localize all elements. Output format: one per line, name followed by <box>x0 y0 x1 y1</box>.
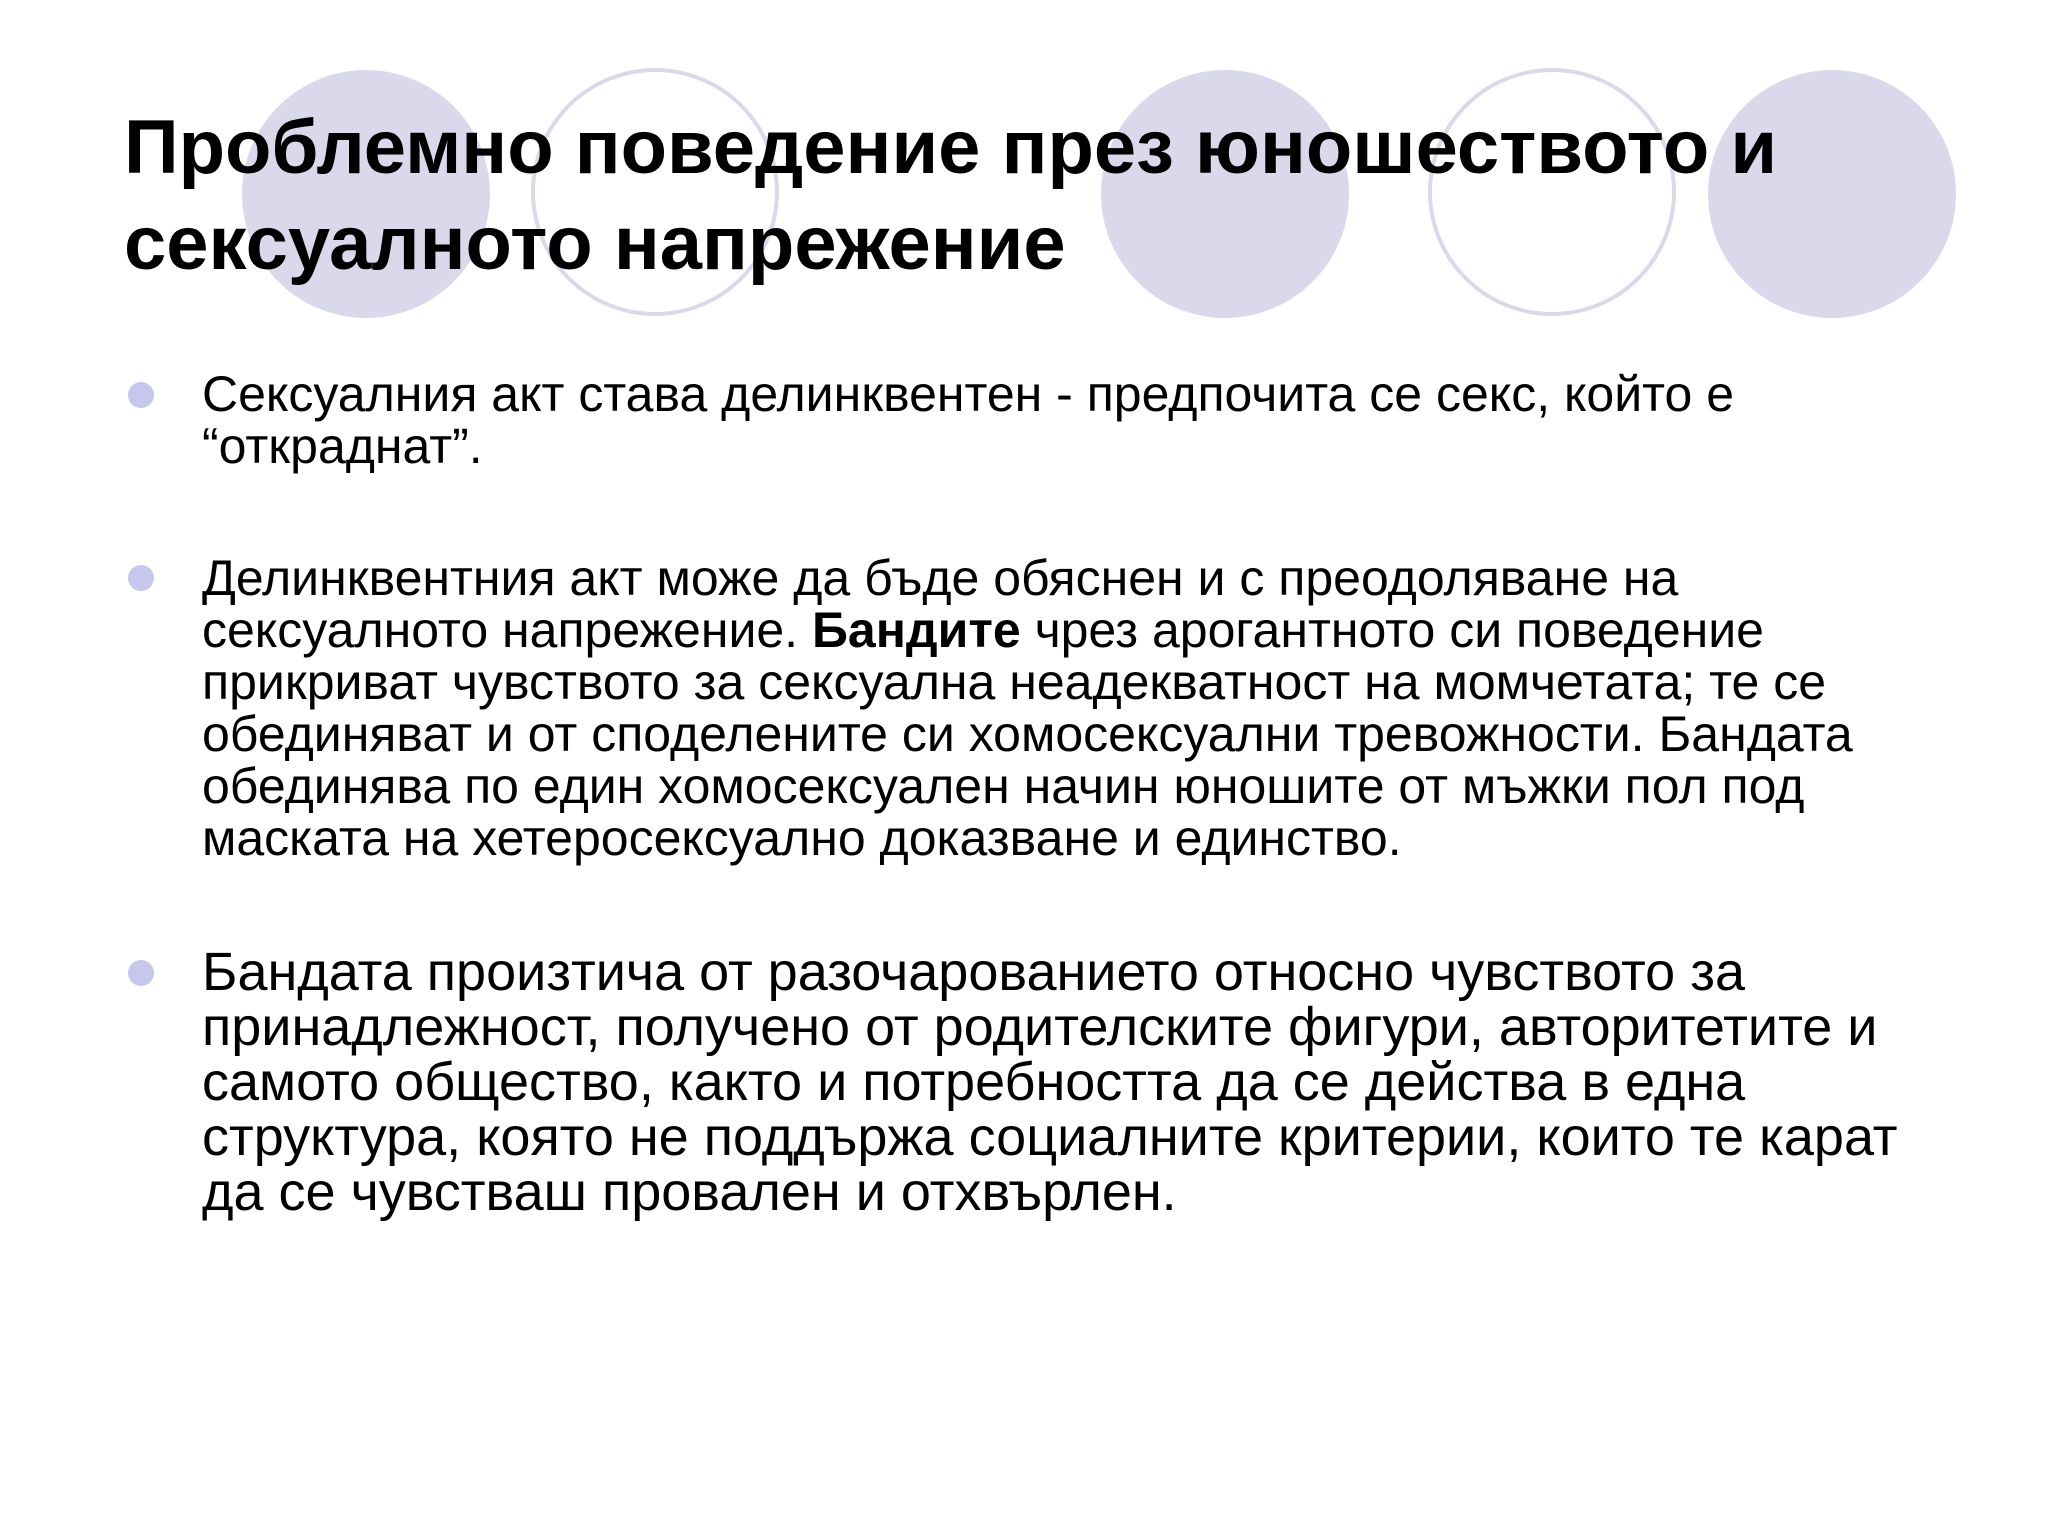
bullet-text-content: Делинквентния акт може да бъде обяснен и с преодоляване на сексуалното напрежение. <box>202 550 1679 658</box>
bullet-text-content: Бандата произтича от разочарованието относно чувството за принадлежност, получено от родителските фигури, авторитетите и самото общество, както и потребността да се действа в една структура, която не поддържа социалните критерии, които те карат да се чувстваш провален и отхвърлен. <box>202 942 1898 1222</box>
bullet-dot-icon <box>128 565 154 591</box>
bullet-text <box>202 942 1932 1222</box>
bullet-dot-icon <box>128 382 154 408</box>
slide-title: Проблемно поведение през юношеството и сексуалното напрежение <box>124 105 1778 286</box>
bullet-text-bold: Бандите <box>811 602 1021 658</box>
bullet-text-content: Сексуалния акт става делинквентен - предпочита се секс, който е “откраднат”. <box>202 366 1735 474</box>
bullet-text-content: чрез арогантното си поведение прикриват чувството за сексуална неадекватност на момчетата; те се обединяват и от споделените си хомосексуални тревожности. Бандата обединява по един хомосексуален начин юношите от мъжки пол под маската на хетеросексуално доказване и единство. <box>202 602 1853 866</box>
bullet-dot-icon <box>128 960 154 986</box>
bullet-text <box>202 368 1932 472</box>
bullet-text <box>202 552 1932 864</box>
